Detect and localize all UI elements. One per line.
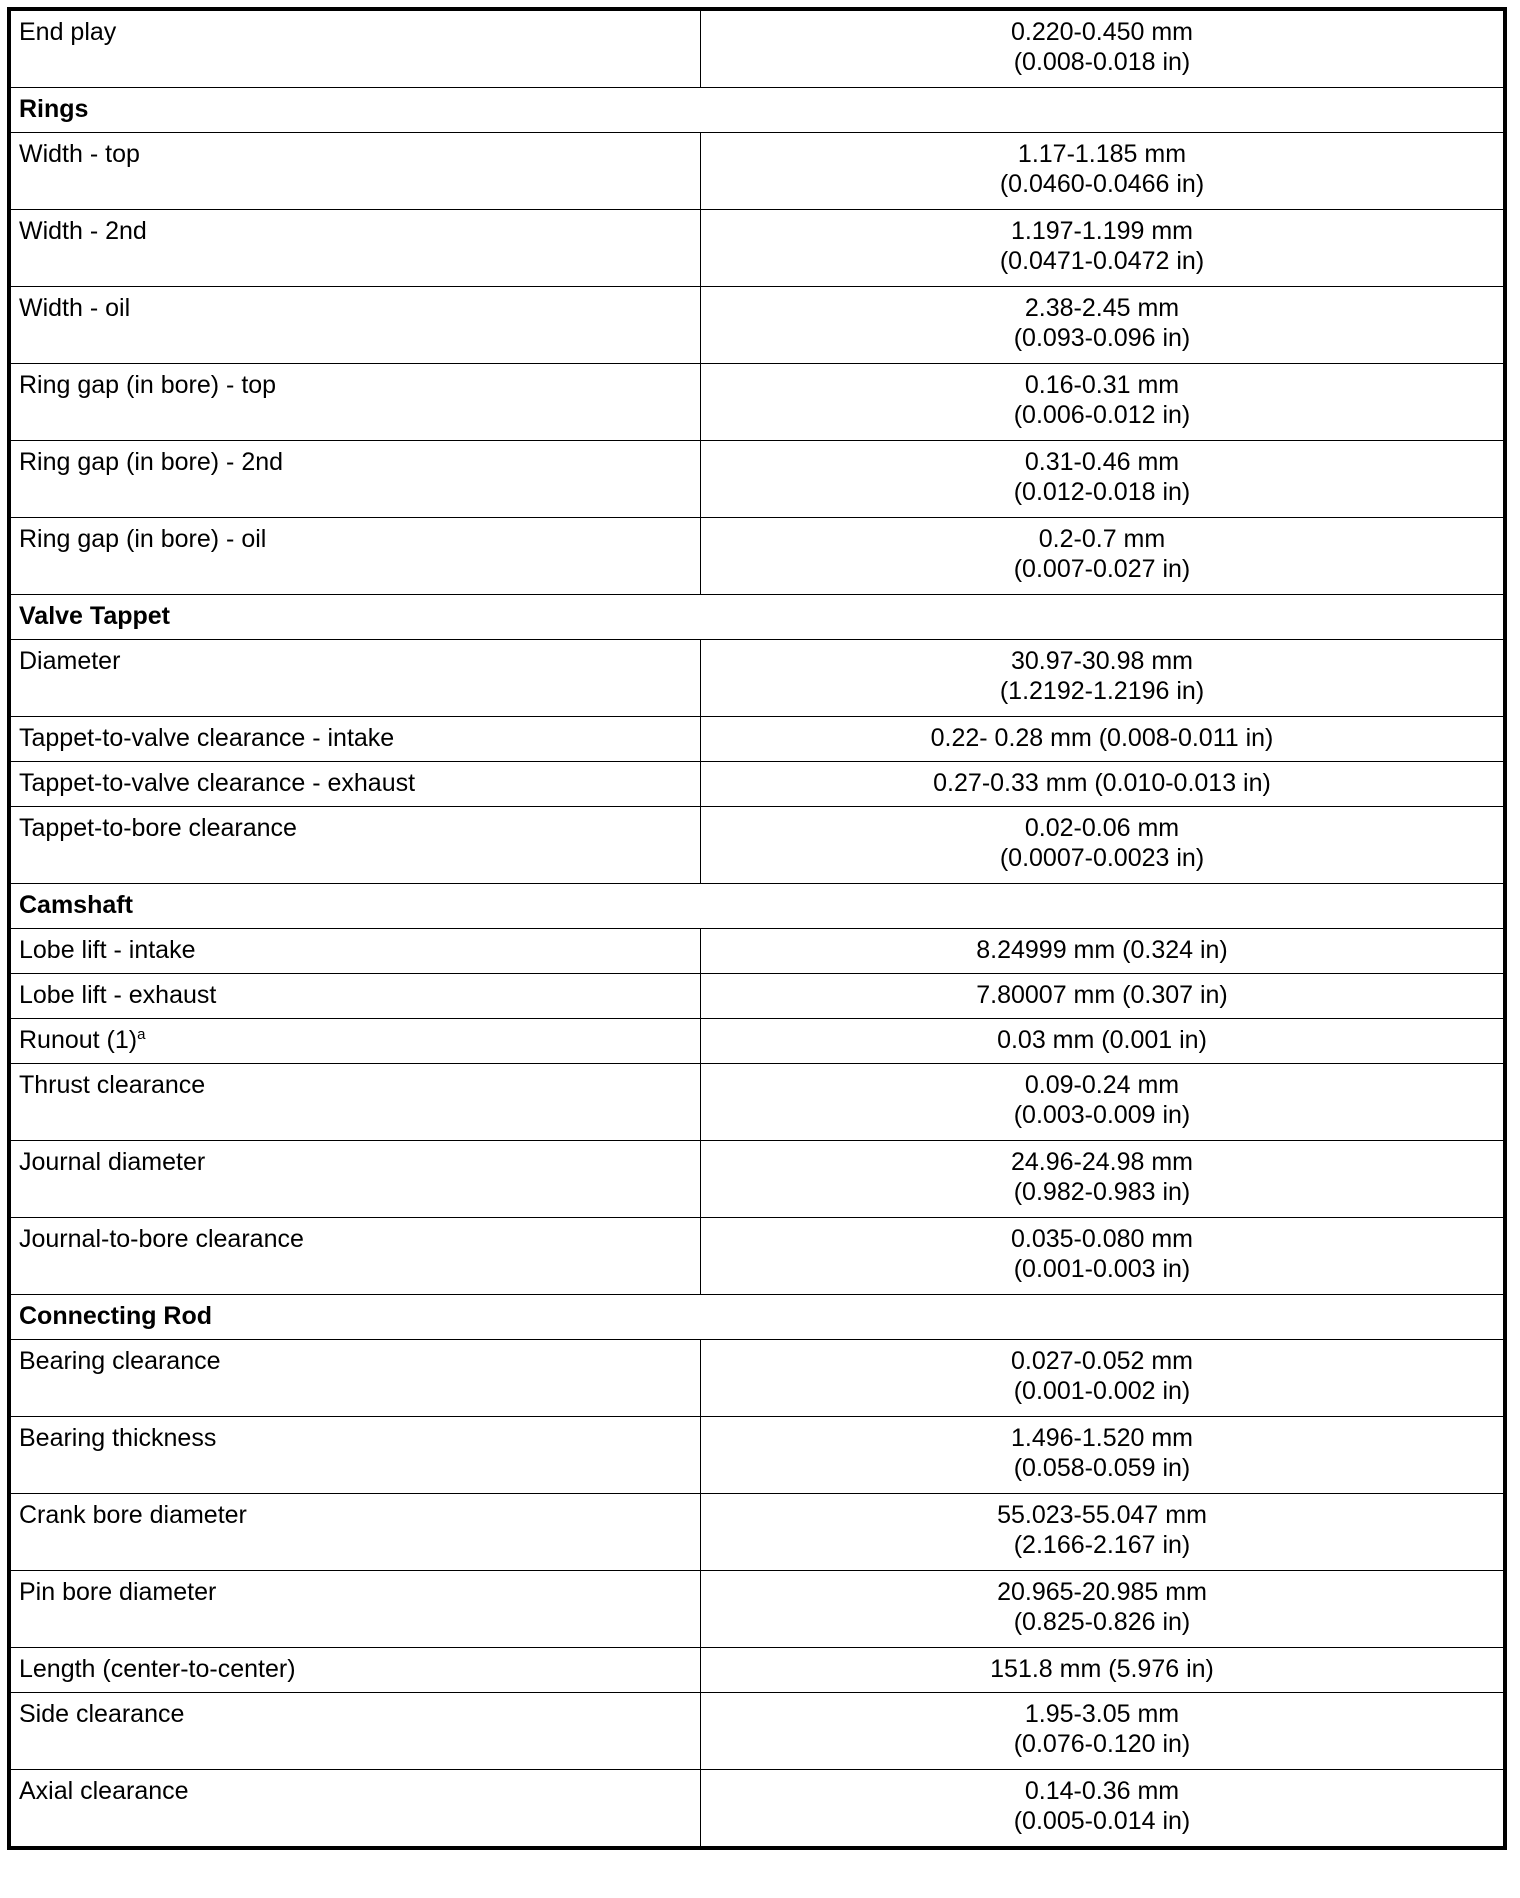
spec-label-cell [9,1693,701,1770]
spec-label: Axial clearance [19,1777,189,1805]
spec-value-primary: 0.027-0.052 mm [1010,1347,1194,1375]
spec-value-primary: 0.31-0.46 mm [1024,448,1180,476]
spec-label: Lobe lift - exhaust [19,981,217,1009]
section-title: Connecting Rod [9,1295,1505,1340]
spec-label: Length (center-to-center) [19,1655,296,1683]
spec-label-cell [9,1340,701,1417]
spec-row [9,287,1505,364]
spec-row [9,1770,1505,1849]
spec-row [9,717,1505,762]
spec-label: Ring gap (in bore) - top [19,371,277,399]
spec-row [9,133,1505,210]
spec-value-cell [701,1648,1506,1693]
spec-label-cell [9,929,701,974]
spec-label: Thrust clearance [19,1071,206,1099]
spec-label-cell [9,1648,701,1693]
spec-label-cell [9,133,701,210]
spec-row [9,807,1505,884]
spec-value-secondary: (0.003-0.009 in) [1013,1101,1191,1129]
spec-value-secondary: (0.008-0.018 in) [1013,48,1191,76]
spec-label-cell [9,210,701,287]
section-header-row [9,1295,1505,1340]
spec-value-primary: 0.035-0.080 mm [1010,1225,1194,1253]
spec-value-secondary: (0.0471-0.0472 in) [999,247,1205,275]
spec-row [9,1064,1505,1141]
spec-value-cell [701,1141,1506,1218]
spec-value-primary: 2.38-2.45 mm [1024,294,1180,322]
spec-row [9,210,1505,287]
spec-value-secondary: (0.001-0.002 in) [1013,1377,1191,1405]
spec-value-primary: 30.97-30.98 mm [1010,647,1194,675]
spec-row [9,640,1505,717]
spec-value-secondary: (0.093-0.096 in) [1013,324,1191,352]
spec-label-cell [9,807,701,884]
spec-row [9,9,1505,88]
spec-label: End play [19,18,117,46]
spec-label: Diameter [19,647,121,675]
spec-value-secondary: (0.076-0.120 in) [1013,1730,1191,1758]
spec-label-cell [9,9,701,88]
spec-label: Crank bore diameter [19,1501,247,1529]
spec-row [9,762,1505,807]
spec-value-primary: 1.197-1.199 mm [1010,217,1194,245]
spec-label-cell [9,640,701,717]
spec-value-primary: 0.27-0.33 mm (0.010-0.013 in) [933,769,1271,797]
spec-value-primary: 7.80007 mm (0.307 in) [976,981,1228,1009]
spec-label-cell [9,974,701,1019]
section-header-row [9,884,1505,929]
spec-value-cell [701,9,1506,88]
spec-value-cell [701,210,1506,287]
section-title: Valve Tappet [9,595,1505,640]
spec-label-cell [9,364,701,441]
spec-value-primary: 55.023-55.047 mm [997,1501,1207,1529]
spec-table [7,7,1507,1850]
spec-value-cell [701,1770,1506,1849]
spec-label: Journal-to-bore clearance [19,1225,304,1253]
spec-value-primary: 0.220-0.450 mm [1010,18,1194,46]
spec-label-cell [9,1417,701,1494]
spec-value-cell [701,287,1506,364]
spec-value-secondary: (0.825-0.826 in) [1013,1608,1191,1636]
spec-value-secondary: (0.012-0.018 in) [1013,478,1191,506]
footnote-marker: a [137,1026,146,1043]
spec-label: Side clearance [19,1700,185,1728]
spec-value-primary: 20.965-20.985 mm [997,1578,1207,1606]
spec-row [9,1648,1505,1693]
spec-label: Width - oil [19,294,131,322]
spec-value-primary: 0.09-0.24 mm [1024,1071,1180,1099]
spec-label: Ring gap (in bore) - oil [19,525,267,553]
spec-value-cell [701,1019,1506,1064]
spec-value-cell [701,974,1506,1019]
spec-label-cell [9,1141,701,1218]
spec-value-cell [701,441,1506,518]
spec-label-cell [9,1019,701,1064]
section-title: Rings [9,88,1505,133]
spec-value-secondary: (0.058-0.059 in) [1013,1454,1191,1482]
spec-value-secondary: (0.0007-0.0023 in) [999,844,1205,872]
spec-value-cell [701,133,1506,210]
spec-value-secondary: (0.982-0.983 in) [1013,1178,1191,1206]
spec-value-primary: 1.496-1.520 mm [1010,1424,1194,1452]
spec-value-primary: 151.8 mm (5.976 in) [990,1655,1214,1683]
spec-label-cell [9,1494,701,1571]
spec-value-cell [701,762,1506,807]
spec-label-cell [9,717,701,762]
spec-value-primary: 24.96-24.98 mm [1010,1148,1194,1176]
spec-value-secondary: (0.007-0.027 in) [1013,555,1191,583]
spec-row [9,441,1505,518]
spec-value-primary: 0.14-0.36 mm [1024,1777,1180,1805]
spec-value-cell [701,929,1506,974]
spec-label: Lobe lift - intake [19,936,196,964]
spec-label: Tappet-to-valve clearance - intake [19,724,395,752]
spec-value-cell [701,1340,1506,1417]
spec-label-cell [9,1571,701,1648]
spec-label: Bearing thickness [19,1424,217,1452]
spec-label-cell [9,1770,701,1849]
spec-value-primary: 0.2-0.7 mm [1038,525,1166,553]
spec-label: Width - top [19,140,140,168]
spec-value-secondary: (2.166-2.167 in) [1013,1531,1191,1559]
spec-value-primary: 0.22- 0.28 mm (0.008-0.011 in) [930,724,1274,752]
spec-value-cell [701,1693,1506,1770]
spec-value-cell [701,640,1506,717]
spec-label: Tappet-to-bore clearance [19,814,297,842]
spec-row [9,1571,1505,1648]
spec-label: Journal diameter [19,1148,206,1176]
spec-value-primary: 1.17-1.185 mm [1017,140,1187,168]
spec-row [9,1494,1505,1571]
spec-value-cell [701,518,1506,595]
spec-value-secondary: (1.2192-1.2196 in) [999,677,1205,705]
spec-row [9,1693,1505,1770]
spec-value-cell [701,717,1506,762]
spec-label: Width - 2nd [19,217,147,245]
spec-value-secondary: (0.0460-0.0466 in) [999,170,1205,198]
spec-row [9,1218,1505,1295]
spec-row [9,1340,1505,1417]
spec-value-primary: 0.16-0.31 mm [1024,371,1180,399]
spec-label-cell [9,287,701,364]
spec-value-cell [701,1218,1506,1295]
spec-row [9,1417,1505,1494]
spec-value-cell [701,1494,1506,1571]
spec-label-cell [9,1064,701,1141]
spec-row [9,1141,1505,1218]
spec-value-secondary: (0.005-0.014 in) [1013,1807,1191,1835]
section-header-row [9,595,1505,640]
spec-label: Tappet-to-valve clearance - exhaust [19,769,416,797]
spec-row [9,1019,1505,1064]
spec-label: Bearing clearance [19,1347,221,1375]
spec-value-cell [701,1571,1506,1648]
spec-label-cell [9,1218,701,1295]
spec-value-primary: 1.95-3.05 mm [1024,1700,1180,1728]
spec-value-cell [701,364,1506,441]
spec-value-primary: 8.24999 mm (0.324 in) [976,936,1228,964]
spec-label-cell [9,762,701,807]
spec-label: Pin bore diameter [19,1578,217,1606]
spec-label: Runout (1) [19,1026,138,1054]
spec-value-primary: 0.02-0.06 mm [1024,814,1180,842]
spec-value-cell [701,1417,1506,1494]
spec-value-secondary: (0.006-0.012 in) [1013,401,1191,429]
spec-label-cell [9,441,701,518]
spec-value-cell [701,1064,1506,1141]
spec-value-secondary: (0.001-0.003 in) [1013,1255,1191,1283]
spec-label: Ring gap (in bore) - 2nd [19,448,284,476]
spec-table-body [9,9,1505,1848]
spec-label-cell [9,518,701,595]
spec-row [9,364,1505,441]
spec-value-cell [701,807,1506,884]
section-header-row [9,88,1505,133]
section-title: Camshaft [9,884,1505,929]
spec-row [9,929,1505,974]
spec-row [9,974,1505,1019]
spec-value-primary: 0.03 mm (0.001 in) [997,1026,1207,1054]
spec-row [9,518,1505,595]
